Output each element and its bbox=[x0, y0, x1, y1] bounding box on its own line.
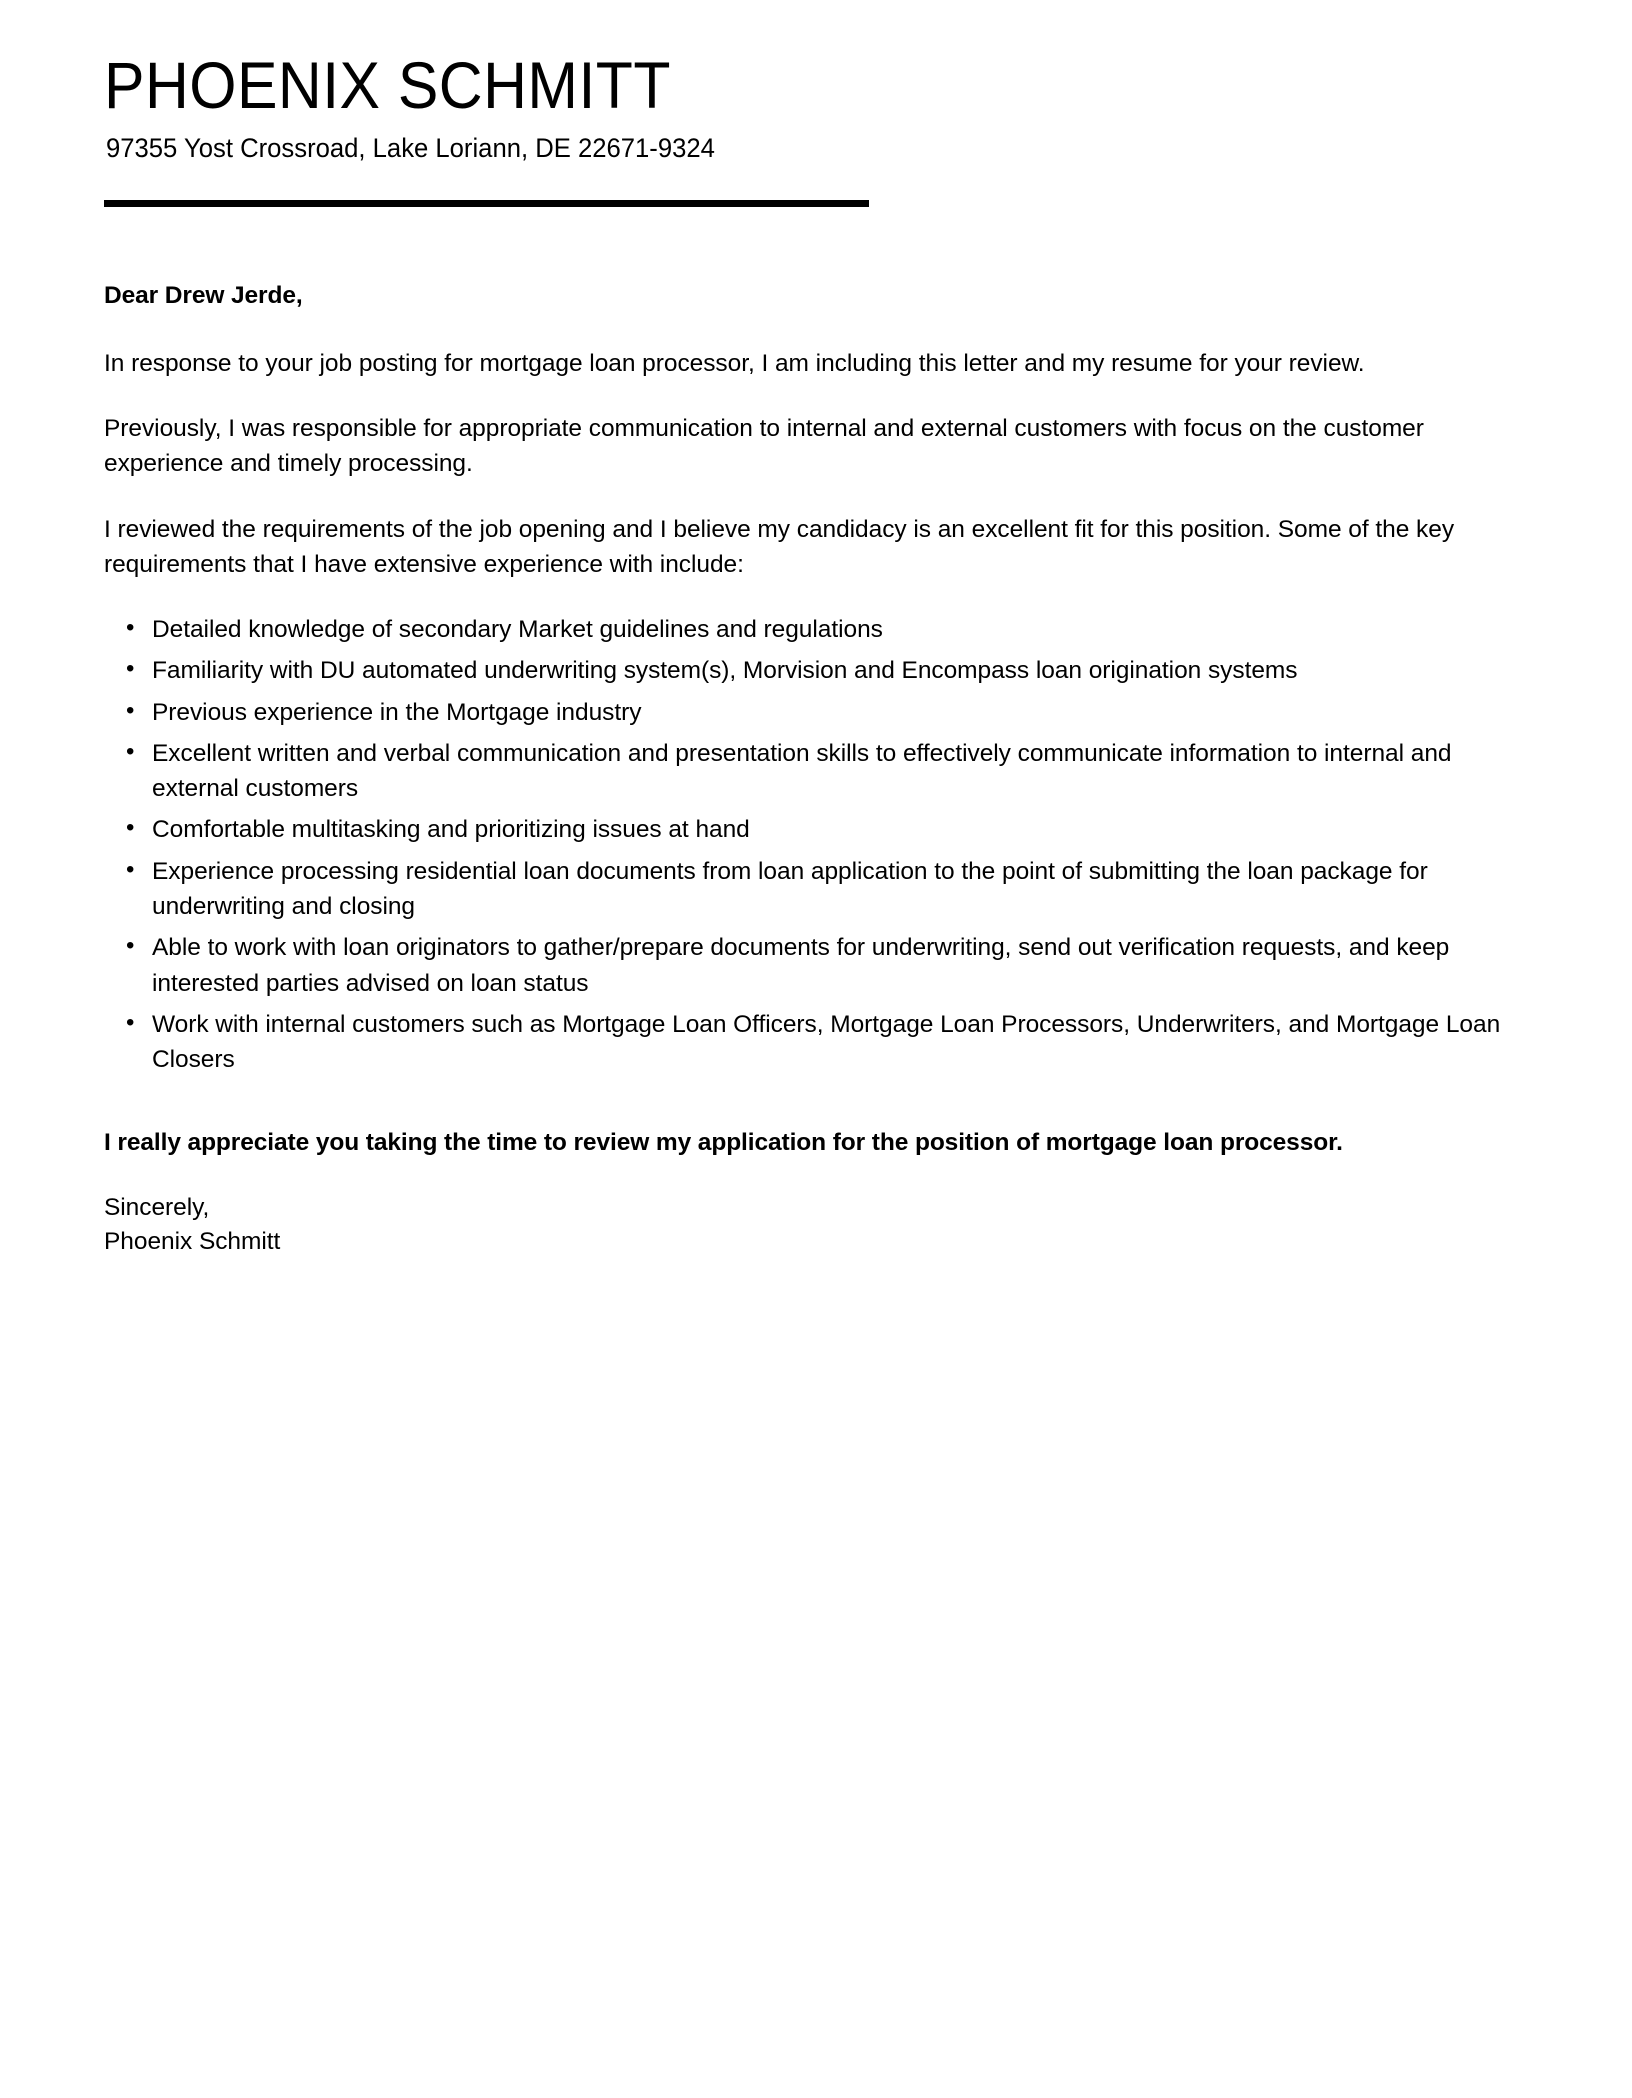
applicant-address: 97355 Yost Crossroad, Lake Loriann, DE 22671-9324 bbox=[106, 133, 715, 163]
salutation: Dear Drew Jerde, bbox=[104, 281, 303, 309]
list-item: • Comfortable multitasking and prioritizing issues at hand bbox=[104, 812, 1519, 847]
document-content bbox=[104, 0, 1524, 1260]
signature-name: Phoenix Schmitt bbox=[104, 1228, 281, 1256]
letter-body bbox=[104, 279, 1519, 1260]
paragraph-experience: Previously, I was responsible for appropriate communication to internal and external customers with focus on the customer experience and timely processing. bbox=[104, 415, 1424, 478]
qualifications-list bbox=[104, 612, 1519, 1077]
list-item: • Experience processing residential loan documents from loan application to the point of submitting the loan package for underwriting and closing bbox=[104, 854, 1519, 925]
signature-block bbox=[104, 1191, 1519, 1261]
list-item: • Able to work with loan originators to gather/prepare documents for underwriting, send out verification requests, and keep interested parties advised on loan status bbox=[104, 930, 1519, 1001]
page-title: PHOENIX SCHMITT bbox=[104, 48, 671, 122]
closing-statement: I really appreciate you taking the time to review my application for the position of mortgage loan processor. bbox=[104, 1129, 1343, 1157]
paragraph-intro: In response to your job posting for mortgage loan processor, I am including this letter and my resume for your review. bbox=[104, 349, 1365, 377]
list-item: • Familiarity with DU automated underwriting system(s), Morvision and Encompass loan origination systems bbox=[104, 653, 1519, 688]
list-item: • Excellent written and verbal communication and presentation skills to effectively communicate information to internal and external customers bbox=[104, 736, 1519, 807]
paragraph-requirements-lead: I reviewed the requirements of the job opening and I believe my candidacy is an excellent fit for this position. Some of the key requirements that I have extensive experience with include: bbox=[104, 515, 1455, 578]
letterhead bbox=[104, 0, 1524, 207]
list-item: • Previous experience in the Mortgage industry bbox=[104, 695, 1519, 730]
header-divider bbox=[104, 200, 869, 207]
list-item: • Work with internal customers such as Mortgage Loan Officers, Mortgage Loan Processors, Underwriters, and Mortgage Loan Closers bbox=[104, 1007, 1519, 1078]
list-item: • Detailed knowledge of secondary Market guidelines and regulations bbox=[104, 612, 1519, 647]
valediction: Sincerely, bbox=[104, 1193, 210, 1221]
